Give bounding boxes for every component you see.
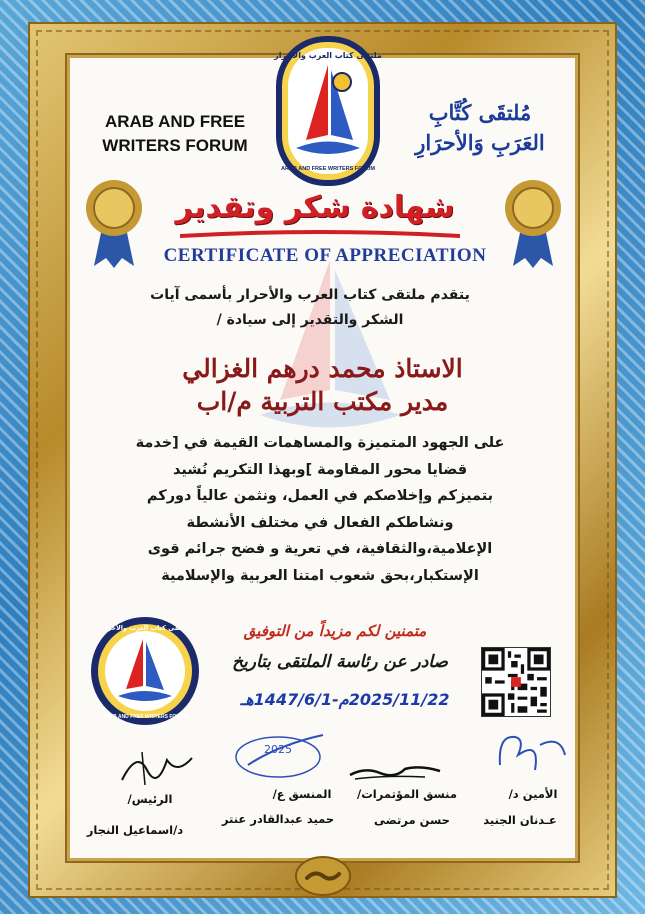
english-brand-line1: ARAB AND FREE	[104, 112, 246, 131]
left-medal-icon	[84, 178, 144, 268]
closing-wish: متمنين لكم مزيداً من التوفيق	[243, 622, 427, 640]
handshake-icon	[295, 856, 351, 896]
intro-line: الشكر والتقدير إلى سيادة /	[216, 312, 404, 328]
issued-by: صادر عن رئاسة الملتقى بتاريخ	[232, 652, 448, 672]
citation-line: الإستكبار،بحق شعوب امتنا العربية والإسلامية	[161, 567, 479, 584]
signature-name: عـدنان الجنيد	[483, 813, 557, 827]
signature-name: حسن مرتضى	[374, 813, 450, 827]
citation-line: الإعلامية،والثقافية، في تعرية و فضح جرائم قوى	[147, 541, 493, 557]
citation-line: بتميزكم وإخلاصكم في العمل، ونثمن عالياً دوركم	[146, 488, 494, 504]
logo-top-text: ملتقى كتاب العرب والأحرار	[274, 51, 382, 60]
recipient-name: الاستاذ محمد درهم الغزالي	[182, 354, 463, 383]
intro-text	[110, 283, 510, 333]
signature-title: الرئيس/	[127, 792, 173, 806]
signature-president	[107, 740, 207, 790]
forum-logo	[268, 30, 388, 195]
logo-ring-text: ARAB AND FREE WRITERS FORUM	[281, 166, 375, 172]
signature-coordinator-stamp	[228, 725, 338, 785]
recipient-position: مدير مكتب التربية م/اب	[196, 387, 449, 416]
citation-text	[110, 430, 530, 589]
certificate-title-arabic: شهادة شكر وتقدير	[175, 190, 455, 225]
signature-title: منسق المؤتمرات/	[357, 787, 457, 801]
forum-seal-logo	[88, 614, 203, 729]
qr-code[interactable]	[481, 647, 551, 717]
english-brand	[90, 110, 260, 158]
english-brand-line2: WRITERS FORUM	[102, 136, 248, 155]
title-underline	[180, 228, 460, 244]
arabic-brand-line1: مُلتقَى كُتَّابِ	[428, 100, 532, 125]
recipient-block	[150, 352, 495, 418]
signature-name: د/اسماعيل النجار	[86, 823, 184, 837]
signature-title: المنسق ع/	[272, 787, 332, 801]
stamp-year: 2025	[264, 743, 292, 756]
citation-line: ونشاطكم الفعال في مختلف الأنشطة	[186, 514, 454, 531]
issue-date: 2025/11/22م-1447/6/1هـ	[240, 690, 450, 709]
arabic-brand	[395, 98, 565, 158]
seal-top-text: ملتقى كتاب العرب والأحرار	[101, 624, 189, 632]
certificate-title-english: CERTIFICATE OF APPRECIATION	[163, 245, 487, 266]
arabic-brand-line2: العَرَبِ وَالأحرَارِ	[415, 130, 545, 155]
right-medal-icon	[503, 178, 563, 268]
intro-line: يتقدم ملتقى كتاب العرب والأحرار بأسمى آيات	[150, 287, 470, 303]
sail-watermark	[240, 250, 420, 450]
signature-secretary	[480, 725, 580, 775]
signature-name: حميد عبدالقادر عنتر	[221, 812, 335, 826]
citation-line: على الجهود المتميزة والمساهمات القيمة في [خدمة	[135, 435, 505, 451]
citation-line: قضايا محور المقاومة ]وبهذا التكريم نُشيد	[172, 461, 468, 478]
seal-ring-text: ARAB AND FREE WRITERS FORUM	[102, 714, 188, 720]
signature-title: الأمين د/	[508, 787, 558, 801]
